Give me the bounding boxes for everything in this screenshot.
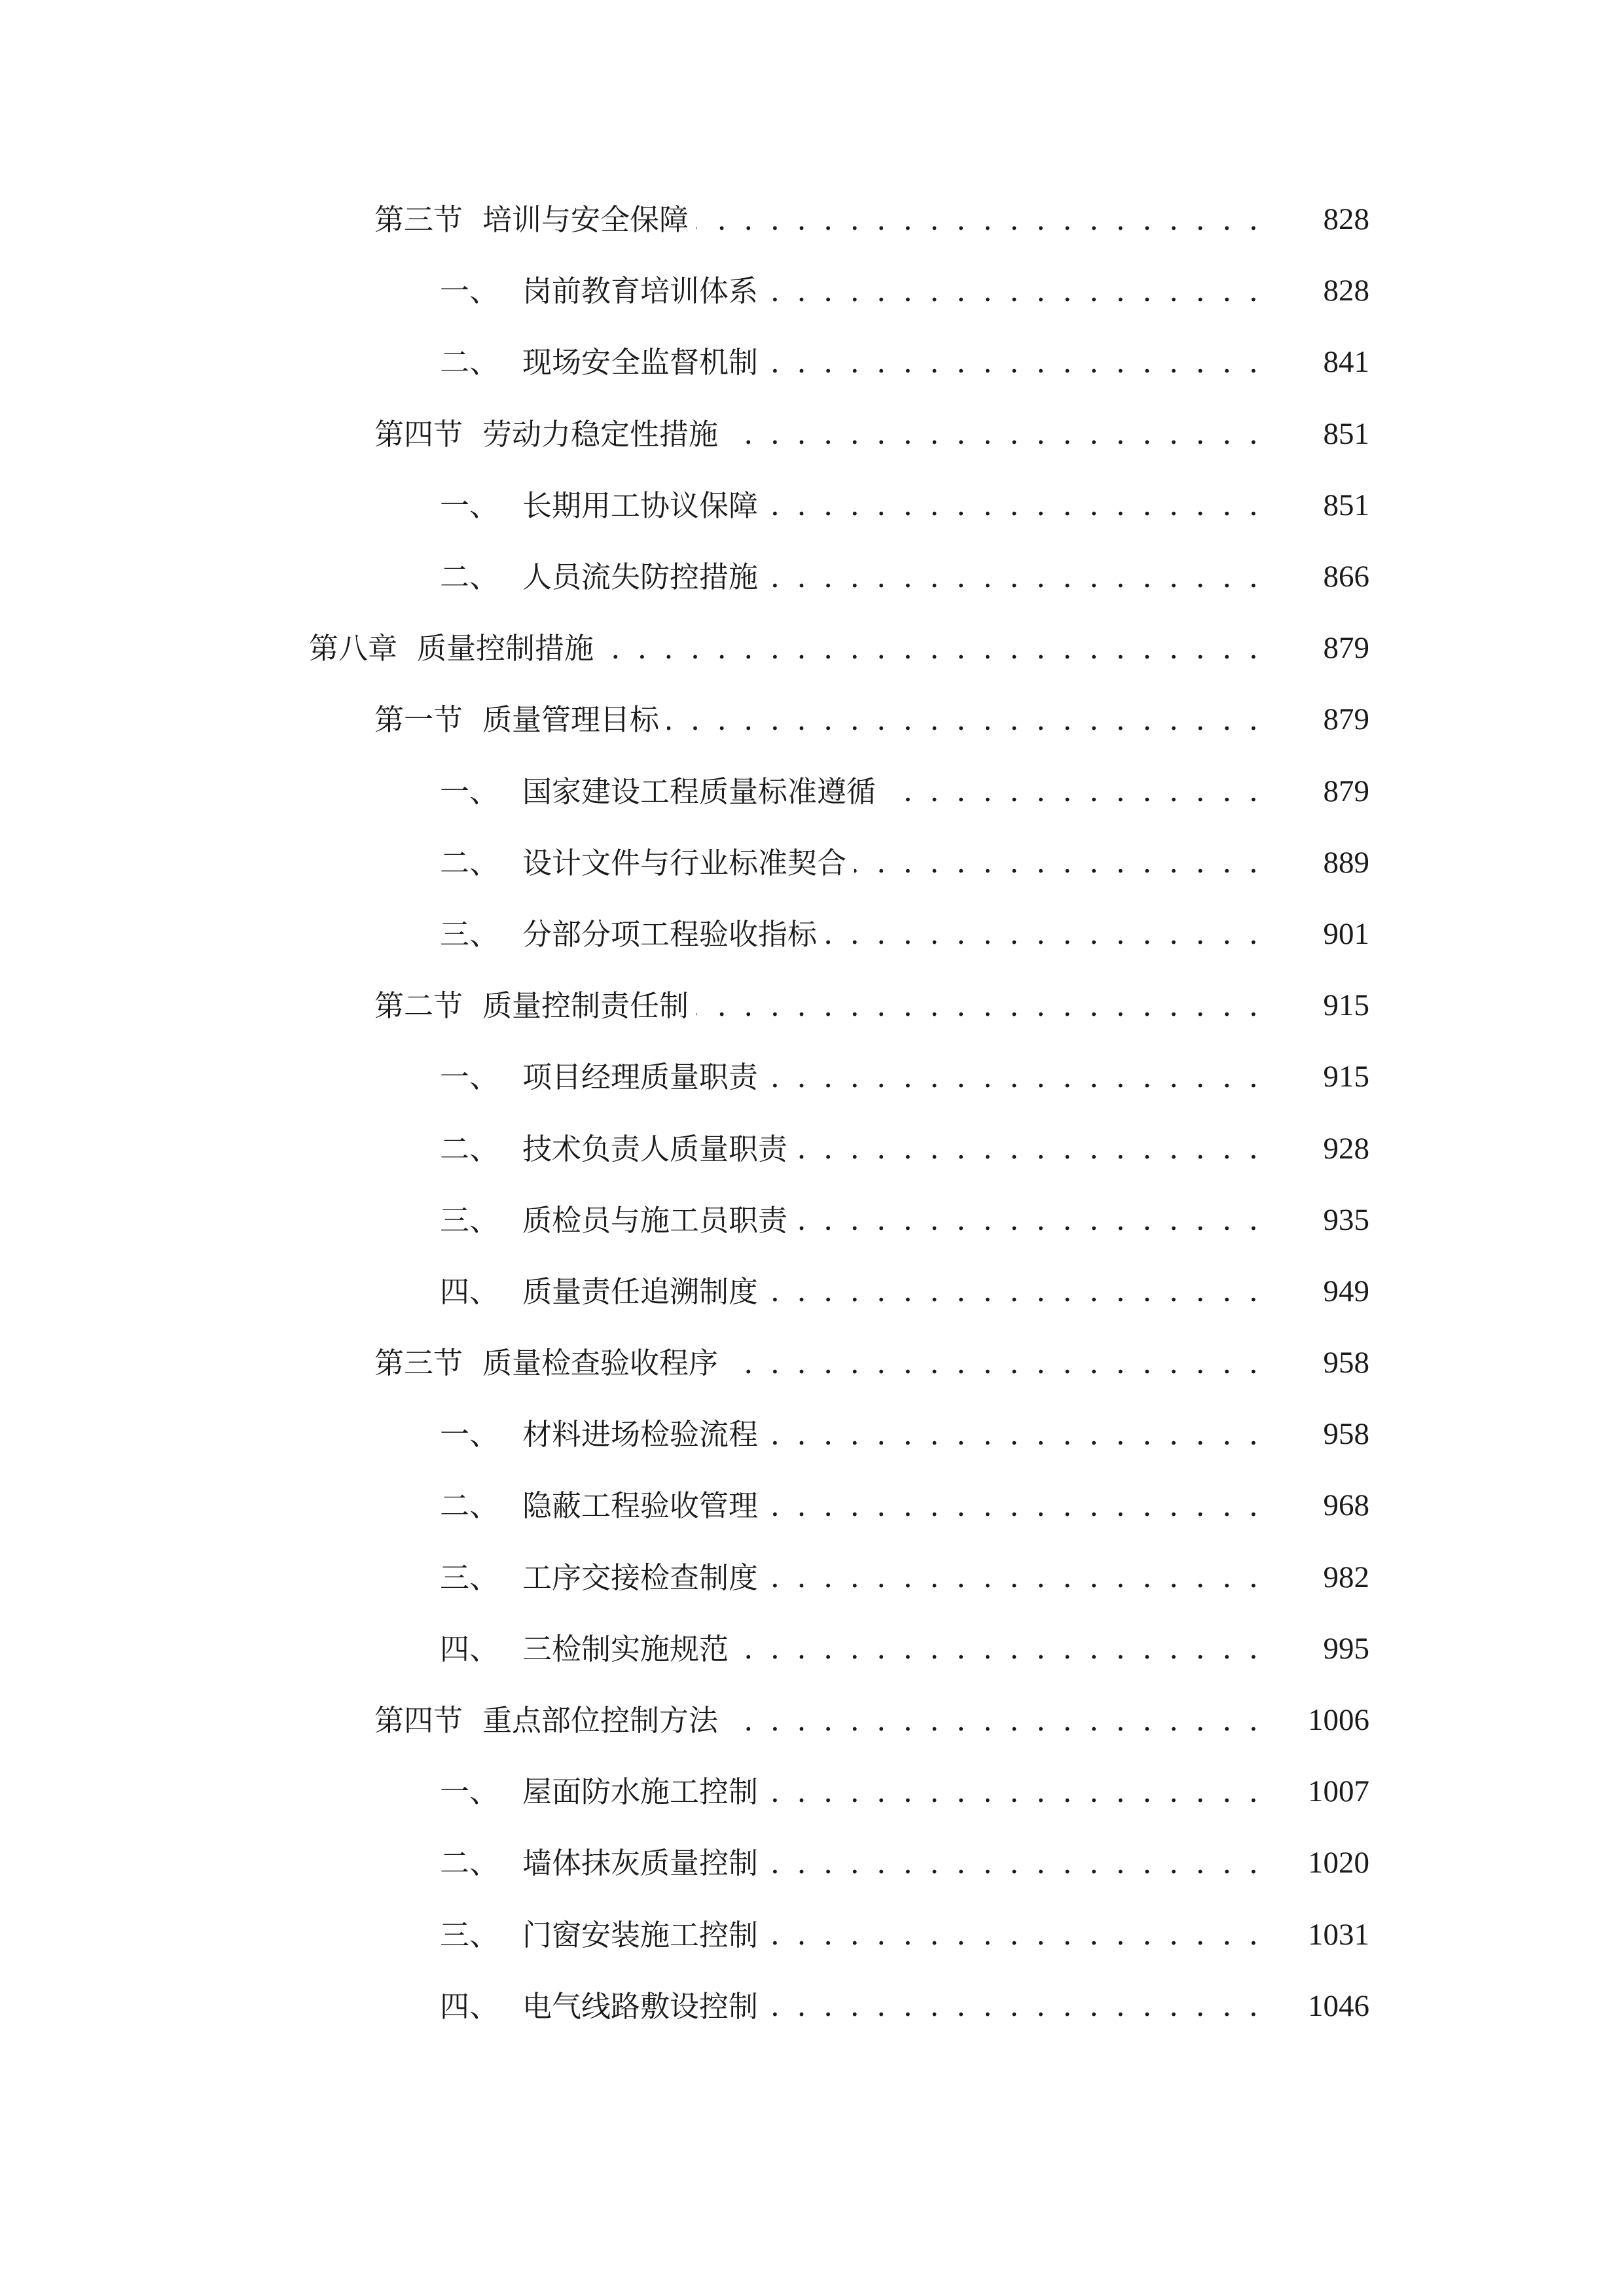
toc-entry-number: 第八章 <box>309 631 398 666</box>
toc-page-number: 949 <box>1323 1274 1369 1308</box>
toc-entry[interactable] <box>0 1470 1624 1541</box>
toc-dot-leader <box>884 775 1262 808</box>
toc-page-number: 851 <box>1323 416 1369 451</box>
toc-entry-number: 四、 <box>440 1988 499 2024</box>
toc-page-number: 935 <box>1323 1202 1369 1237</box>
toc-page-number: 1006 <box>1308 1703 1369 1738</box>
toc-entry-title: 质量责任追溯制度 <box>522 1274 759 1309</box>
toc-entry[interactable] <box>0 1185 1624 1256</box>
toc-dot-leader <box>795 1132 1262 1165</box>
toc-entry-title: 质量检查验收程序 <box>482 1346 719 1381</box>
toc-dot-leader <box>854 846 1262 879</box>
toc-entry-title: 门窗安装施工控制 <box>522 1917 759 1952</box>
toc-dot-leader <box>766 1061 1262 1094</box>
toc-entry[interactable] <box>0 184 1624 255</box>
toc-dot-leader <box>795 1204 1262 1236</box>
toc-entry-title: 工序交接检查制度 <box>522 1560 759 1595</box>
toc-entry[interactable] <box>0 1256 1624 1327</box>
toc-entry-label <box>440 345 759 380</box>
toc-entry-label <box>440 1846 759 1881</box>
toc-entry[interactable] <box>0 1756 1624 1827</box>
toc-page-number: 879 <box>1323 702 1369 737</box>
toc-entry-title: 国家建设工程质量标准遵循 <box>522 774 876 809</box>
toc-dot-leader <box>766 1561 1262 1594</box>
toc-page-number: 841 <box>1323 345 1369 380</box>
toc-page-number: 1007 <box>1308 1774 1369 1809</box>
toc-dot-leader <box>766 1490 1262 1522</box>
toc-dot-leader <box>766 275 1262 308</box>
toc-entry-number: 第四节 <box>374 1703 463 1738</box>
toc-entry-number: 第二节 <box>374 988 463 1024</box>
toc-dot-leader <box>766 489 1262 522</box>
toc-entry-number: 三、 <box>440 916 499 952</box>
toc-dot-leader <box>766 561 1262 594</box>
toc-dot-leader <box>766 1776 1262 1808</box>
toc-entry-title: 技术负责人质量职责 <box>522 1131 788 1166</box>
toc-entry-title: 劳动力稳定性措施 <box>482 416 719 452</box>
toc-page-number: 828 <box>1323 274 1369 308</box>
toc-page-number: 995 <box>1323 1631 1369 1666</box>
toc-entry[interactable] <box>0 255 1624 327</box>
toc-entry-label <box>440 1988 759 2024</box>
toc-dot-leader <box>766 1275 1262 1308</box>
toc-entry-label <box>440 916 818 952</box>
toc-entry[interactable] <box>0 541 1624 613</box>
toc-entry-number: 二、 <box>440 345 499 380</box>
toc-entry-label <box>440 774 876 809</box>
toc-entry-number: 二、 <box>440 560 499 595</box>
toc-entry[interactable] <box>0 470 1624 541</box>
toc-entry-title: 分部分项工程验收指标 <box>522 916 818 952</box>
toc-page-number: 879 <box>1323 631 1369 666</box>
toc-entry-label <box>374 702 660 738</box>
toc-entry-label <box>440 1202 788 1238</box>
toc-dot-leader <box>726 1347 1262 1380</box>
toc-entry[interactable] <box>0 970 1624 1041</box>
toc-entry-number: 四、 <box>440 1631 499 1666</box>
toc-entry-title: 屋面防水施工控制 <box>522 1774 759 1810</box>
toc-entry-label <box>374 1346 719 1381</box>
toc-entry[interactable] <box>0 1613 1624 1685</box>
toc-page-number: 968 <box>1323 1488 1369 1523</box>
toc-entry-number: 三、 <box>440 1917 499 1952</box>
toc-dot-leader <box>667 704 1262 736</box>
toc-page-number: 901 <box>1323 916 1369 951</box>
toc-entry-number: 一、 <box>440 1060 499 1095</box>
toc-entry[interactable] <box>0 1827 1624 1899</box>
toc-entry-label <box>440 1560 759 1595</box>
toc-entry-label <box>440 845 847 880</box>
toc-entry-label <box>374 1703 719 1738</box>
toc-entry-number: 第四节 <box>374 416 463 452</box>
toc-entry-label <box>440 1274 759 1309</box>
toc-entry[interactable] <box>0 399 1624 470</box>
toc-entry-label <box>374 988 689 1024</box>
toc-entry-label <box>440 1417 759 1452</box>
toc-page-number: 928 <box>1323 1131 1369 1166</box>
toc-dot-leader <box>766 346 1262 379</box>
toc-entry-number: 三、 <box>440 1202 499 1238</box>
toc-entry-title: 隐蔽工程验收管理 <box>522 1488 759 1524</box>
toc-entry[interactable] <box>0 756 1624 827</box>
toc-entry[interactable] <box>0 1971 1624 2042</box>
toc-entry-label <box>440 1917 759 1952</box>
toc-entry-number: 三、 <box>440 1560 499 1595</box>
toc-entry-number: 二、 <box>440 1846 499 1881</box>
toc-dot-leader <box>766 1418 1262 1451</box>
toc-entry-number: 二、 <box>440 845 499 880</box>
toc-entry-label <box>309 631 594 666</box>
toc-page-number: 958 <box>1323 1346 1369 1380</box>
toc-entry-number: 二、 <box>440 1488 499 1524</box>
toc-page-number: 915 <box>1323 1060 1369 1094</box>
toc-entry-number: 一、 <box>440 274 499 309</box>
toc-entry-number: 第三节 <box>374 1346 463 1381</box>
toc-entry[interactable] <box>0 1327 1624 1399</box>
toc-entry-title: 质量控制措施 <box>417 631 594 666</box>
toc-entry[interactable] <box>0 827 1624 899</box>
toc-dot-leader <box>766 1847 1262 1880</box>
toc-entry-label <box>440 488 759 523</box>
toc-page-number: 879 <box>1323 774 1369 808</box>
toc-entry-label <box>440 1774 759 1810</box>
toc-entry-title: 材料进场检验流程 <box>522 1417 759 1452</box>
toc-page-number: 828 <box>1323 202 1369 237</box>
toc-entry-title: 岗前教育培训体系 <box>522 274 759 309</box>
toc-dot-leader <box>766 1990 1262 2022</box>
toc-entry[interactable] <box>0 1685 1624 1756</box>
toc-dot-leader <box>602 632 1262 665</box>
toc-entry-label <box>374 416 719 452</box>
toc-entry-label <box>440 274 759 309</box>
toc-entry-title: 人员流失防控措施 <box>522 560 759 595</box>
toc-page-number: 1020 <box>1308 1846 1369 1880</box>
toc-entry[interactable] <box>0 327 1624 398</box>
toc-entry[interactable] <box>0 613 1624 684</box>
toc-entry-label <box>440 1488 759 1524</box>
toc-entry-title: 电气线路敷设控制 <box>522 1988 759 2024</box>
toc-entry-title: 现场安全监督机制 <box>522 345 759 380</box>
toc-entry-title: 质量控制责任制 <box>482 988 689 1024</box>
toc-dot-leader <box>696 204 1262 236</box>
toc-entry-title: 三检制实施规范 <box>522 1631 729 1666</box>
toc-dot-leader <box>726 418 1262 450</box>
toc-entry-label <box>440 1131 788 1166</box>
toc-dot-leader <box>736 1632 1262 1665</box>
toc-dot-leader <box>825 918 1262 950</box>
toc-entry-title: 重点部位控制方法 <box>482 1703 719 1738</box>
toc-entry-number: 第三节 <box>374 202 463 238</box>
toc-entry-number: 二、 <box>440 1131 499 1166</box>
toc-page-number: 1031 <box>1308 1917 1369 1952</box>
toc-entry[interactable] <box>0 1399 1624 1470</box>
toc-entry[interactable] <box>0 1113 1624 1184</box>
toc-dot-leader <box>766 1918 1262 1951</box>
toc-entry-title: 质量管理目标 <box>482 702 660 738</box>
table-of-contents <box>0 184 1624 2042</box>
toc-entry-title: 设计文件与行业标准契合 <box>522 845 847 880</box>
toc-entry-label <box>374 202 689 238</box>
toc-entry-title: 项目经理质量职责 <box>522 1060 759 1095</box>
toc-entry-number: 一、 <box>440 1417 499 1452</box>
toc-page-number: 866 <box>1323 560 1369 594</box>
toc-page-number: 958 <box>1323 1417 1369 1452</box>
toc-entry-number: 一、 <box>440 774 499 809</box>
toc-entry[interactable] <box>0 899 1624 970</box>
toc-page-number: 851 <box>1323 488 1369 522</box>
toc-page-number: 889 <box>1323 845 1369 880</box>
toc-page-number: 1046 <box>1308 1988 1369 2023</box>
toc-entry-label <box>440 1631 729 1666</box>
toc-entry-number: 一、 <box>440 488 499 523</box>
toc-entry[interactable] <box>0 684 1624 755</box>
toc-entry-label <box>440 560 759 595</box>
toc-entry-number: 四、 <box>440 1274 499 1309</box>
toc-entry[interactable] <box>0 1542 1624 1613</box>
toc-entry-number: 一、 <box>440 1774 499 1810</box>
toc-entry-title: 墙体抹灰质量控制 <box>522 1846 759 1881</box>
toc-entry-title: 质检员与施工员职责 <box>522 1202 788 1238</box>
toc-page-number: 915 <box>1323 988 1369 1023</box>
toc-entry-label <box>440 1060 759 1095</box>
toc-entry[interactable] <box>0 1899 1624 1971</box>
toc-entry[interactable] <box>0 1041 1624 1113</box>
toc-entry-number: 第一节 <box>374 702 463 738</box>
toc-page-number: 982 <box>1323 1560 1369 1594</box>
toc-entry-title: 长期用工协议保障 <box>522 488 759 523</box>
toc-dot-leader <box>726 1704 1262 1737</box>
toc-dot-leader <box>696 990 1262 1022</box>
toc-entry-title: 培训与安全保障 <box>482 202 689 238</box>
